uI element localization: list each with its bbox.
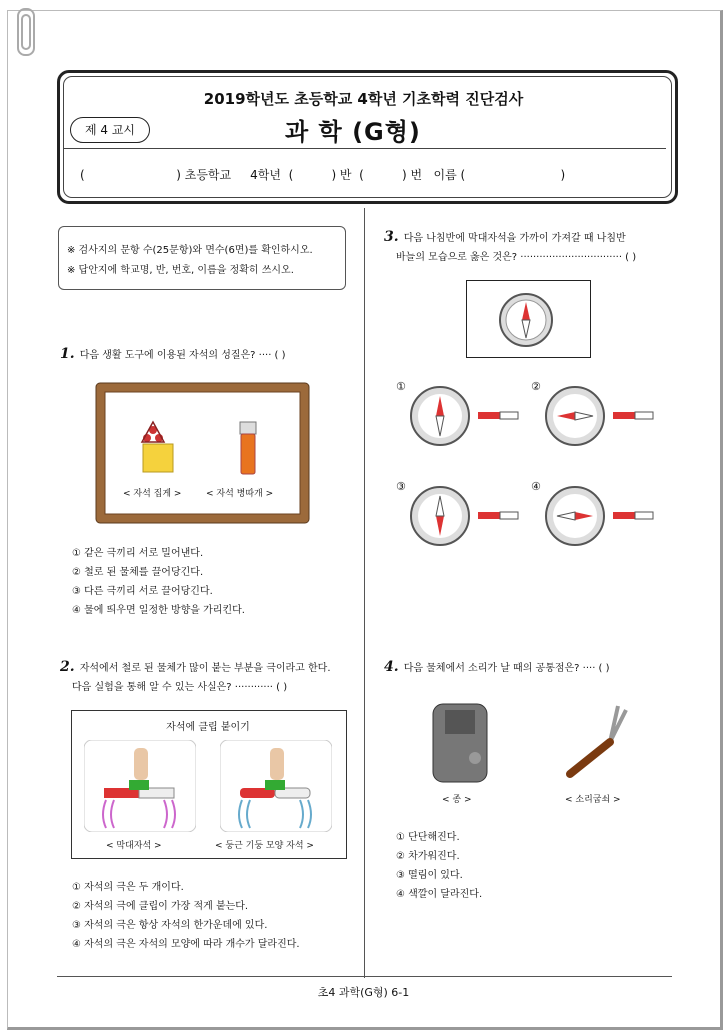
paperclip-inner-icon <box>21 14 31 50</box>
compass-icon <box>498 292 554 348</box>
q4-right-caption: < 소리굽쇠 > <box>565 795 621 805</box>
q2-number: 2. <box>60 659 75 675</box>
column-divider <box>364 208 365 978</box>
q1-right-caption: < 자석 병따개 > <box>206 489 274 499</box>
header-divider <box>64 148 666 149</box>
q4-option-4[interactable]: ④ 색깔이 달라진다. <box>396 889 483 900</box>
notice-box <box>58 226 346 290</box>
q3-header <box>384 226 626 245</box>
q4-option-2[interactable]: ② 차가워진다. <box>396 851 460 862</box>
bar-magnet-image <box>84 740 196 832</box>
page-footer: 초4 과학(G형) 6-1 <box>317 986 410 999</box>
q2-option-3[interactable]: ③ 자석의 극은 항상 자석의 한가운데에 있다. <box>72 920 268 931</box>
q2-right-caption: < 둥근 기둥 모양 자석 > <box>215 841 314 851</box>
q3-option-1-label[interactable]: ① <box>396 380 406 393</box>
q1-option-4[interactable]: ④ 물에 띄우면 일정한 방향을 가리킨다. <box>72 605 245 616</box>
q3-option-2-image[interactable] <box>545 384 660 448</box>
period-badge: 제 4 교시 <box>70 117 150 143</box>
q1-option-2[interactable]: ② 철로 된 물체를 끌어당긴다. <box>72 567 204 578</box>
q1-number: 1. <box>60 346 75 362</box>
q3-option-4-label[interactable]: ④ <box>531 480 541 493</box>
q1-option-3[interactable]: ③ 다른 극끼리 서로 끌어당긴다. <box>72 586 213 597</box>
q4-left-caption: < 종 > <box>442 795 472 805</box>
exam-title: 2019학년도 초등학교 4학년 기초학력 진단검사 <box>203 90 524 108</box>
q2-text-1: 자석에서 철로 된 물체가 많이 붙는 부분을 극이라고 한다. <box>79 663 331 674</box>
q1-image-board <box>95 382 310 524</box>
q2-option-1[interactable]: ① 자석의 극은 두 개이다. <box>72 882 184 893</box>
q3-text-1: 다음 나침반에 막대자석을 가까이 가져갈 때 나침반 <box>403 233 626 244</box>
notice-line-2: ※ 답안지에 학교명, 반, 번호, 이름을 정확히 쓰시오. <box>67 265 294 276</box>
subject-title: 과 학 (G형) <box>285 118 421 146</box>
q3-option-3-image[interactable] <box>410 484 525 548</box>
bell-image <box>425 700 495 786</box>
notice-line-1: ※ 검사지의 문항 수(25문항)와 면수(6면)를 확인하시오. <box>67 245 313 256</box>
q3-number: 3. <box>384 229 399 245</box>
q3-option-4-image[interactable] <box>545 484 660 548</box>
q3-option-3-label[interactable]: ③ <box>396 480 406 493</box>
q2-option-4[interactable]: ④ 자석의 극은 자석의 모양에 따라 개수가 달라진다. <box>72 939 300 950</box>
q4-option-3[interactable]: ③ 떨림이 있다. <box>396 870 463 881</box>
q4-option-1[interactable]: ① 단단해진다. <box>396 832 460 843</box>
footer-divider <box>57 976 672 977</box>
q3-option-2-label[interactable]: ② <box>531 380 541 393</box>
cylinder-magnet-image <box>220 740 332 832</box>
q1-option-1[interactable]: ① 같은 극끼리 서로 밀어낸다. <box>72 548 204 559</box>
q2-left-caption: < 막대자석 > <box>106 841 162 851</box>
q2-box-title: 자석에 클립 붙이기 <box>166 722 250 733</box>
q4-header <box>384 656 610 675</box>
q2-option-2[interactable]: ② 자석의 극에 클립이 가장 적게 붙는다. <box>72 901 249 912</box>
q1-header <box>60 343 286 362</box>
q1-text: 다음 생활 도구에 이용된 자석의 성질은? ···· ( ) <box>79 350 286 361</box>
student-info-row: ( ) 초등학교 4학년 ( ) 반 ( ) 번 이름 ( ) <box>80 168 566 182</box>
q4-number: 4. <box>384 659 399 675</box>
q4-text: 다음 물체에서 소리가 날 때의 공통점은? ···· ( ) <box>403 663 610 674</box>
q3-text-2: 바늘의 모습으로 옳은 것은? ································ ( ) <box>396 252 637 263</box>
q1-left-caption: < 자석 집게 > <box>123 489 182 499</box>
q2-text-2: 다음 실험을 통해 알 수 있는 사실은? ············ ( ) <box>72 682 288 693</box>
tuning-fork-image <box>560 702 632 782</box>
q2-header <box>60 656 331 675</box>
q3-option-1-image[interactable] <box>410 384 525 448</box>
